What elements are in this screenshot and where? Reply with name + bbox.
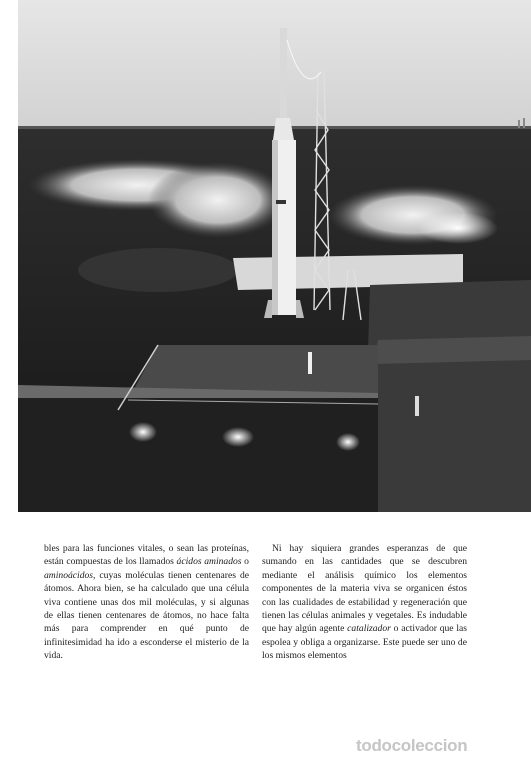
- paragraph-right: [262, 542, 467, 663]
- text-span: , cuyas moléculas tienen centenares de átomos. Ahora bien, se ha calculado que una célula viva contiene unas dos mil moléculas, y si algunas de ellas tienen centenares de átomos, no hace falta más para comprender en qué punto de infinitesimidad ha ido a esconderse el misterio de la vida.: [44, 569, 249, 662]
- italic-term: ácidos aminados: [176, 556, 242, 568]
- paragraph-left: [44, 542, 249, 663]
- text-span: bles para las funciones vitales, o sean las proteínas, están compuestas de los llamados: [44, 543, 249, 568]
- italic-term: aminoácidos: [44, 569, 94, 581]
- watermark-logo: todocoleccion: [356, 736, 468, 755]
- italic-term: catalizador: [347, 623, 391, 635]
- text-span: Ni hay siquiera grandes esperanzas de que sumando en las cantidades que se descubren mediante el análisis químico los elementos componentes de la materia viva se organicen éstos con las cualidades de estabilidad y regeneración que tienen las células animales y vegetales. Es indudable que hay algún agente: [262, 543, 467, 635]
- text-span: o: [241, 556, 249, 568]
- text-column-left: [44, 542, 249, 663]
- text-span: o activador que las espolea y obliga a organizarse. Este puede ser uno de los mismos elementos: [262, 623, 467, 662]
- rocket-launch-photo: [18, 0, 531, 512]
- text-column-right: [262, 542, 467, 663]
